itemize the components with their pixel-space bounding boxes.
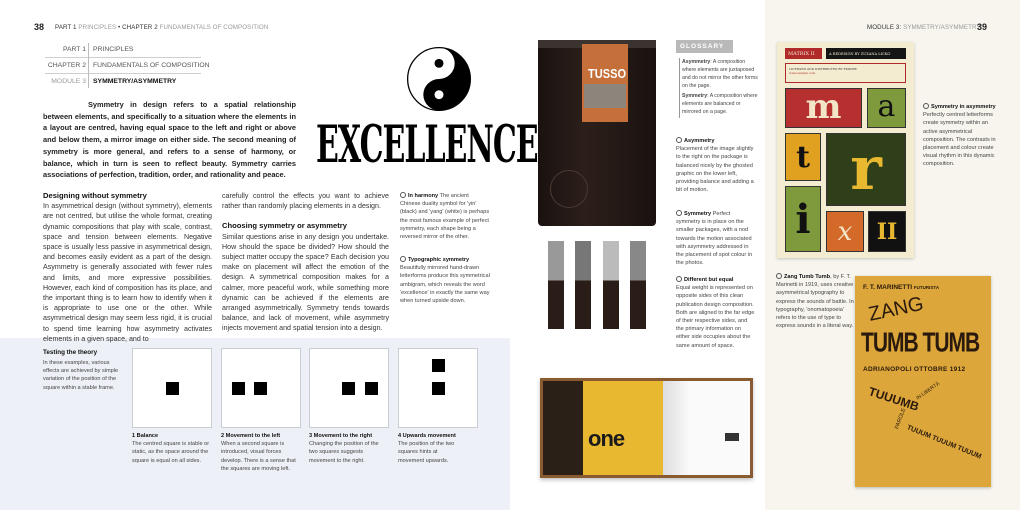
- caption-title: Symmetry in asymmetry: [931, 104, 996, 110]
- tusso-stick-image: [548, 241, 564, 329]
- caption-number-icon: [676, 210, 682, 216]
- module-table-row: [45, 42, 201, 58]
- caption-symmetry-in-asymmetry: [923, 103, 1003, 169]
- row-key: MODULE 3: [51, 78, 86, 85]
- page-number-left: 38: [34, 22, 45, 32]
- caption-in-harmony: [400, 192, 490, 241]
- cover-tag: FUTURISTA: [913, 285, 940, 290]
- square: [254, 382, 267, 395]
- rh-module: MODULE 3:: [867, 24, 902, 31]
- poster-subtitle: [785, 63, 906, 83]
- cover-in-liberta: IN LIBERTÀ: [915, 380, 941, 402]
- glossary-definition: : A composition where elements are juxtaposed and do not mirror the other forms on the page.: [682, 59, 758, 89]
- rh-part: PART 1: [55, 24, 77, 31]
- magazine-photo: [725, 433, 739, 441]
- example-frame-balance: [132, 348, 212, 428]
- example-frame-right: [309, 348, 389, 428]
- row-value: FUNDAMENTALS OF COMPOSITION: [93, 62, 210, 69]
- testing-text: In these examples, various effects are achieved by simple variation of the position of the square within a stable frame.: [43, 360, 119, 391]
- poster-banner: A REDESIGN BY ZUZANA LICKO: [826, 48, 906, 59]
- caption-zang-tumb-tumb: [776, 273, 854, 330]
- module-table-row: [45, 74, 201, 90]
- ambigram-word: EXCELLENCE: [316, 116, 538, 176]
- caption-different-but-equal: [676, 276, 756, 350]
- example-caption: [398, 432, 464, 465]
- cover-date: ADRIANOPOLI OTTOBRE 1912: [863, 366, 966, 373]
- cover-tuuum: TUUUM TUUUM TUUUM: [905, 424, 983, 461]
- ghosted-graphic: [550, 170, 588, 208]
- rh-chapter-title: FUNDAMENTALS OF COMPOSITION: [159, 24, 269, 31]
- running-head-left: [55, 24, 268, 31]
- excellence-ambigram-image: [316, 112, 538, 176]
- glossary-term: Asymmetry: [682, 59, 711, 65]
- letter-tile: t: [785, 133, 821, 181]
- glossary-list: [679, 58, 759, 118]
- tusso-stick-image: [575, 241, 591, 329]
- caption-text: Beautifully mirrored hand-drawn letterforms produce this symmetrical ambigram, which reveals the word 'excellence' in exactly the same way when turned upside down.: [400, 265, 490, 305]
- package-photo: [584, 84, 626, 108]
- tusso-package-image: [538, 40, 656, 226]
- caption-number-icon: [676, 137, 682, 143]
- row-key: PART 1: [62, 46, 86, 53]
- cover-tuuumb: TUUUMB: [866, 384, 921, 414]
- caption-text: Perfect symmetry is in place on the smaller packages, with a nod towards the motion associated with asymmetry addressed in the placement of spot colour in the photos.: [676, 211, 753, 267]
- glossary-entry: [682, 58, 759, 90]
- magazine-spread-image: [540, 378, 753, 478]
- caption-text: Equal weight is represented on opposite sides of this clean publication design composition. Both are aligned to the far edge of their respective sides, and the primary information on either side occupies about the same amount of space.: [676, 285, 755, 349]
- rh-title: SYMMETRY/ASYMMETRY: [903, 24, 981, 31]
- caption-symmetry: [676, 210, 756, 267]
- poster-sub2: www.emigre.com: [789, 71, 816, 75]
- square: [365, 382, 378, 395]
- rh-chapter: CHAPTER 2: [122, 24, 158, 31]
- square: [232, 382, 245, 395]
- caption-number-icon: [923, 103, 929, 109]
- intro-paragraph: Symmetry in design refers to a spatial relationship between elements, and specifically to a situation where the elements in a layout are centred, having equal space to the left and right or above and below them, a mirror image on either side. The second meaning of symmetry is more general, and refers to a sense of harmony, or balance, which in turn is seen to reflect beauty. Symmetry carries associations of perfection, tradition, order, and rationality and peace.: [43, 100, 296, 180]
- caption-number-icon: [400, 256, 406, 262]
- section-choosing-symmetry: [222, 191, 389, 334]
- caption-title: Asymmetry: [684, 138, 715, 144]
- row-key: CHAPTER 2: [47, 62, 86, 69]
- example-caption: [132, 432, 212, 465]
- section-heading: Designing without symmetry: [43, 191, 147, 200]
- row-value: PRINCIPLES: [93, 46, 134, 53]
- module-table-row: [45, 58, 210, 74]
- cover-zang: ZANG: [866, 292, 926, 326]
- row-value: SYMMETRY/ASYMMETRY: [93, 78, 177, 85]
- caption-text: The ancient Chinese duality symbol for 'yin' (black) and 'yang' (white) is perhaps the most famous example of perfect symmetry, each shape being a reversed mirror of the other.: [400, 193, 490, 241]
- glossary-term: Symmetry: [682, 93, 708, 99]
- example-caption: [221, 432, 303, 473]
- example-caption: [309, 432, 381, 465]
- caption-title: Different but equal: [684, 277, 734, 283]
- magazine-title: one: [588, 426, 625, 451]
- glossary-definition: : A composition where elements are balanced or mirrored on a page.: [682, 93, 758, 115]
- caption-title: Typographic symmetry: [408, 257, 470, 263]
- tusso-stick-image: [630, 241, 646, 329]
- caption-title: Zang Tumb Tumb: [784, 274, 831, 280]
- letter-tile: II: [868, 211, 906, 252]
- yin-yang-image: [407, 47, 471, 111]
- running-head-right: [867, 24, 981, 31]
- cover-tumb-tumb: TUMB TUMB: [861, 328, 980, 358]
- module-table-divider: [88, 43, 89, 88]
- square: [166, 382, 179, 395]
- square: [342, 382, 355, 395]
- caption-text: Perfectly centred letterforms create symmetry within an active asymmetrical composition. The contrasts in placement and colour create visual rhythm in this dynamic composition.: [923, 112, 996, 168]
- example-frame-up: [398, 348, 478, 428]
- testing-intro: [43, 349, 125, 392]
- letter-tile: i: [785, 186, 821, 252]
- section-text: Similar questions arise in any design you undertake. How should the space be divided? How should the subject matter occupy the space? Each decision you make on placement will affect the emotion of the design. A symmetrical composition makes for a calmer, more peaceful work, while something more dynamic can be achieved if the elements are arranged asymmetrically. Symmetry tends towards balance, and lack of movement, while asymmetry injects movement and spatial tension into a design.: [222, 232, 389, 333]
- page-number-right: 39: [977, 22, 988, 32]
- section-text-continued: carefully control the effects you want to achieve rather than randomly placing elements in a design.: [222, 192, 389, 211]
- caption-text: , by F. T. Marinetti in 1919, uses creative asymmetrical typography to express the sounds of battle. In typography, 'onomatopoeia' refers to the use of type to express sounds in a literal way.: [776, 274, 854, 330]
- example-title: 4 Upwards movement: [398, 433, 456, 439]
- example-text: When a second square is introduced, visual forces develop. There is a sense that the squares are moving left.: [221, 441, 296, 472]
- example-frame-left: [221, 348, 301, 428]
- cover-parole: PAROLE: [894, 407, 908, 431]
- example-text: The position of the two squares hints at movement upwards.: [398, 441, 455, 464]
- testing-heading: Testing the theory: [43, 349, 98, 356]
- example-title: 3 Movement to the right: [309, 433, 373, 439]
- tusso-stick-image: [603, 241, 619, 329]
- caption-typographic-symmetry: [400, 256, 490, 305]
- letter-tile: a: [867, 88, 906, 128]
- letter-tile: m: [785, 88, 862, 128]
- poster-sub1: LICENSED AND DISTRIBUTED BY EMIGRE: [789, 67, 857, 71]
- caption-title: Symmetry: [684, 211, 712, 217]
- example-title: 2 Movement to the left: [221, 433, 281, 439]
- square: [432, 382, 445, 395]
- zang-tumb-tumb-cover-image: [855, 276, 991, 487]
- caption-number-icon: [400, 192, 406, 198]
- tusso-brand: TUSSO: [588, 66, 627, 81]
- example-text: Changing the position of the two squares suggests movement to the right.: [309, 441, 379, 464]
- letter-tile: x: [826, 211, 864, 252]
- package-label: [582, 44, 628, 122]
- caption-text: Placement of the image slightly to the right on the package is balanced nicely by the ghosted graphic on the lower left, providing balance and adding a bit of motion.: [676, 146, 754, 194]
- cover-author: F. T. MARINETTI: [863, 284, 913, 291]
- square: [432, 359, 445, 372]
- magazine-back-cover: [543, 381, 583, 475]
- section-designing-without-symmetry: [43, 191, 212, 344]
- rh-part-title: PRINCIPLES: [78, 24, 117, 31]
- magazine-left-page: [583, 381, 663, 475]
- section-heading: Choosing symmetry or asymmetry: [222, 221, 347, 231]
- caption-number-icon: [776, 273, 782, 279]
- caption-title: In harmony: [408, 193, 439, 199]
- glossary-entry: [682, 92, 759, 116]
- caption-asymmetry: [676, 137, 756, 194]
- glossary-label: GLOSSARY: [676, 40, 733, 53]
- example-title: 1 Balance: [132, 433, 159, 439]
- caption-number-icon: [676, 276, 682, 282]
- letter-tile: r: [826, 133, 906, 206]
- matrix-poster-image: [777, 42, 914, 258]
- magazine-right-page: [663, 381, 750, 475]
- poster-tag: MATRIX II: [785, 48, 822, 59]
- section-text: In asymmetrical design (without symmetry), elements are not centred, but utilise the whole format, creating dynamic compositions that play with scale, contrast, space and tension between elements. Negative space is usually less passive in asymmetrical design, and becomes easily evident as a part of the design. Asymmetry is generally associated with fewer rules and limits, and more expressive possibilities. However, each kind of composition has its place, and the important thing is to learn how to identify when it is appropriate to use one or the other. While asymmetrical design may seem less rigid, it is crucial to spend time learning how asymmetry activates elements in a given space, and to: [43, 202, 212, 343]
- rh-sep: •: [116, 24, 123, 31]
- example-text: The centred square is stable or static, as the space around the square is equal on all sides.: [132, 441, 210, 464]
